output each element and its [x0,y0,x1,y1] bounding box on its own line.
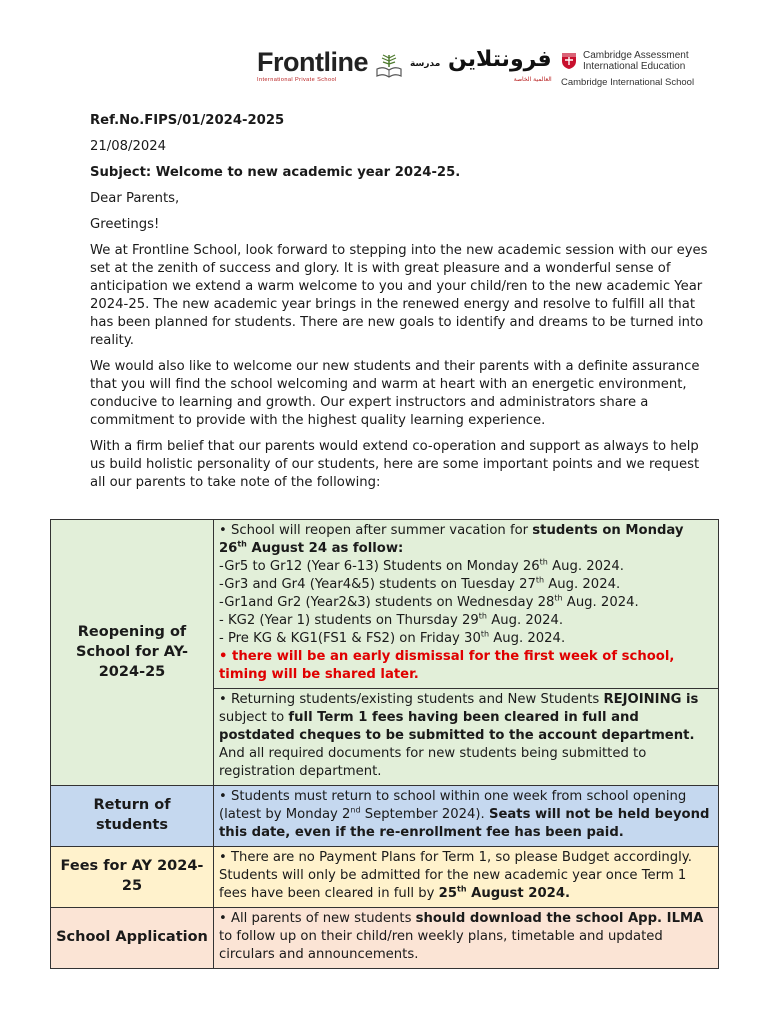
cell-rejoining: • Returning students/existing students and New Students REJOINING is subject to full Term 1 fees having been cleared in full and postdated cheques to be submitted to the account department. And all required documents for new students being submitted to registration department. [214,689,719,786]
cell-reopening-schedule [214,520,719,689]
label-return: Return of students [51,786,214,847]
frontline-wordmark [257,48,368,83]
table-row-fees [51,847,719,908]
label-fees: Fees for AY 2024-25 [51,847,214,908]
salutation: Dear Parents, [90,191,180,206]
frontline-name: Frontline [257,47,368,77]
letterhead [0,40,768,110]
schedule-line: -Gr3 and Gr4 (Year4&5) students on Tuesday 27th Aug. 2024. [219,575,621,592]
paragraph-1: We at Frontline School, look forward to stepping into the new academic session with our eyes set at the zenith of success and glory. It is with great pleasure and a wonderful sense of anticipation we extend a warm welcome to you and your child/ren to the new academic Year 2024-25. The new academic year brings in the renewed energy and resolve to fulfill all that has been planned for students. There are new goals to identify and dreams to be turned into reality. [90,243,708,348]
frontline-logo [257,48,552,83]
early-dismissal-note: • there will be an early dismissal for the first week of school, timing will be shared later. [219,649,675,682]
label-reopening: Reopening of School for AY-2024-25 [51,520,214,786]
paragraph-2: We would also like to welcome our new students and their parents with a definite assurance that you will find the school welcoming and warm at heart with an energetic environment, conducive to learning and growth. Our expert instructors and administrators share a commitment to provide with the highest quality learning experience. [90,359,700,428]
letter-subject: Subject: Welcome to new academic year 2024-25. [90,165,461,180]
frontline-arabic [410,48,552,83]
cambridge-line1: Cambridge Assessment [583,50,689,61]
table-row-return [51,786,719,847]
reference-number: Ref.No.FIPS/01/2024-2025 [90,113,285,128]
table-row-app [51,908,719,969]
reopening-intro: • School will reopen after summer vacation for students on Monday 26th August 24 as follow: [219,523,684,556]
cell-return: • Students must return to school within one week from school opening (latest by Monday 2nd September 2024). Seats will not be held beyond this date, even if the re-enrollment fee has been paid. [214,786,719,847]
label-app: School Application [51,908,214,969]
paragraph-3: With a firm belief that our parents would extend co-operation and support as always to help us build holistic personality of our students, here are some important points and we request all our parents to take note of the following: [90,439,700,490]
info-table [50,519,719,969]
schedule-line: -Gr5 to Gr12 (Year 6-13) Students on Monday 26th Aug. 2024. [219,557,624,574]
book-tree-icon [374,53,404,79]
schedule-line: -Gr1and Gr2 (Year2&3) students on Wednesday 28th Aug. 2024. [219,593,639,610]
arabic-prefix: مدرسة [410,59,441,69]
table-row-reopening [51,520,719,689]
cambridge-line3: Cambridge International School [561,77,695,88]
letter-date: 21/08/2024 [90,139,167,154]
schedule-line: - Pre KG & KG1(FS1 & FS2) on Friday 30th Aug. 2024. [219,629,566,646]
cambridge-line2: International Education [583,61,686,72]
schedule-line: - KG2 (Year 1) students on Thursday 29th Aug. 2024. [219,611,564,628]
greeting: Greetings! [90,217,160,232]
cell-fees: • There are no Payment Plans for Term 1, so please Budget accordingly. Students will only be admitted for the new academic year once Term 1 fees have been cleared in full by 25th August 2024. [214,847,719,908]
arabic-name: فرونتلاين [447,47,552,72]
cell-app: • All parents of new students should download the school App. ILMA to follow up on their child/ren weekly plans, timetable and updated circulars and announcements. [214,908,719,969]
letter-body [90,112,710,500]
frontline-subtitle: International Private School [257,77,337,83]
arabic-subtitle: العالمية الخاصة [513,76,552,83]
cambridge-shield-icon [561,52,577,70]
